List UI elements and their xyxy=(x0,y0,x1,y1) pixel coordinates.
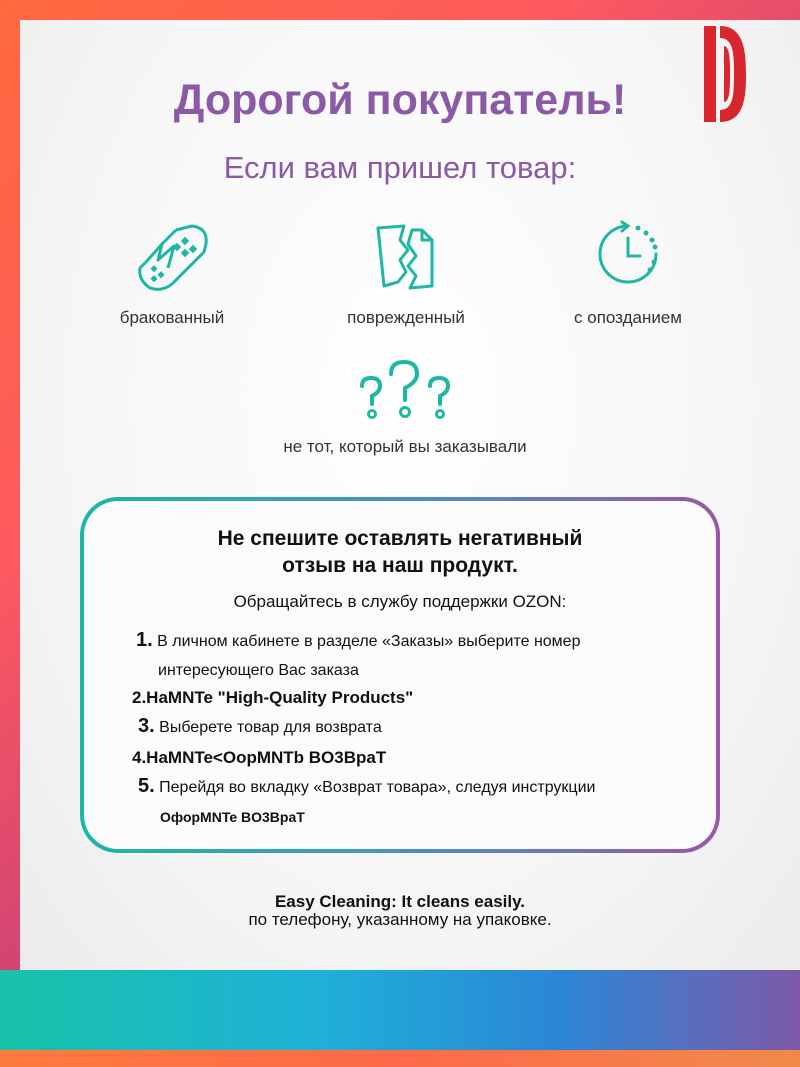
page-subtitle: Если вам пришел товар: xyxy=(223,150,577,185)
step-2: 2.HaMNTe "High-Quality Products" xyxy=(132,688,414,707)
bottom-gradient-bar xyxy=(0,970,800,1050)
info-title-line1: Не спешите оставлять негативный xyxy=(217,527,583,550)
step-1-text: В личном кабинете в разделе «Заказы» выберите номер xyxy=(157,633,581,650)
question-marks-icon xyxy=(354,360,456,422)
page-title: Дорогой покупатель! xyxy=(173,76,627,124)
footer-line-1: Easy Cleaning: It cleans easily. xyxy=(274,892,526,911)
clock-icon xyxy=(594,220,662,288)
step-1-number: 1. xyxy=(136,629,153,651)
step-5-text: Перейдя во вкладку «Возврат товара», следуя инструкции xyxy=(159,779,596,796)
step-3-number: 3. xyxy=(138,715,155,737)
step-5 xyxy=(138,775,595,798)
issue-label-late: с опозданием xyxy=(574,308,682,327)
support-info-box xyxy=(80,497,720,853)
issue-label-damaged: поврежденный xyxy=(347,308,465,327)
info-title xyxy=(84,525,716,579)
info-title-line2: отзыв на наш продукт. xyxy=(282,554,518,577)
bottom-strip xyxy=(0,1050,800,1067)
issue-label-defective: бракованный xyxy=(119,308,225,327)
step-1-continuation: интересующего Вас заказа xyxy=(158,662,359,679)
bandage-icon xyxy=(132,222,212,294)
step-3-text: Выберете товар для возврата xyxy=(159,719,382,736)
torn-paper-icon xyxy=(370,222,440,292)
step-4: 4.HaMNTe<OopMNTb BO3BpaT xyxy=(132,748,387,767)
footer-line-2: по телефону, указанному на упаковке. xyxy=(248,910,552,929)
issue-label-wrong-item: не тот, который вы заказывали xyxy=(283,437,527,456)
step-5-number: 5. xyxy=(138,775,155,797)
step-3 xyxy=(138,715,382,738)
info-subtitle: Обращайтесь в службу поддержки OZON: xyxy=(233,592,567,611)
step-5-continuation: ОфорMNTe BO3BpaT xyxy=(160,809,305,825)
step-1 xyxy=(136,629,580,652)
